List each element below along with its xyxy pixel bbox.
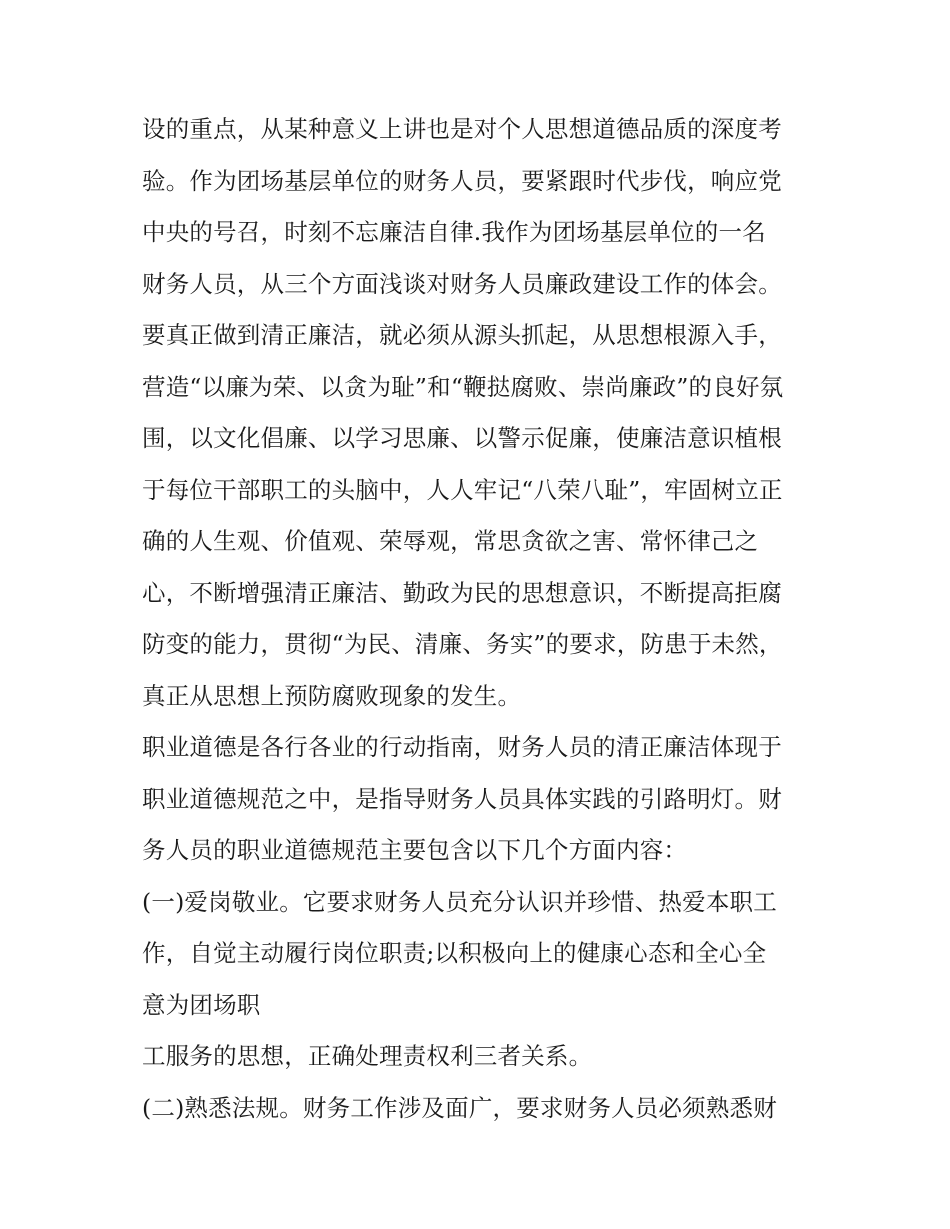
text-line: 于每位干部职工的头脑中，人人牢记“八荣八耻”，牢固树立正 [142, 475, 783, 504]
text-line: 意为团场职 [142, 990, 261, 1019]
text-line: (一)爱岗敬业。它要求财务人员充分认识并珍惜、热爱本职工 [142, 887, 777, 916]
text-line: 验。作为团场基层单位的财务人员，要紧跟时代步伐，响应党 [142, 166, 782, 195]
document-body [142, 104, 822, 1134]
text-line: 财务人员，从三个方面浅谈对财务人员廉政建设工作的体会。 [142, 269, 782, 298]
text-line: 确的人生观、价值观、荣辱观，常思贪欲之害、常怀律己之 [142, 527, 759, 555]
text-line: 营造“以廉为荣、以贪为耻”和“鞭挞腐败、崇尚廉政”的良好氛 [142, 372, 784, 401]
text-line: 作，自觉主动履行岗位职责;以积极向上的健康心态和全心全 [142, 939, 767, 967]
text-line: 心，不断增强清正廉洁、勤政为民的思想意识，不断提高拒腐 [142, 578, 782, 607]
text-line: 设的重点，从某种意义上讲也是对个人思想道德品质的深度考 [142, 115, 782, 143]
text-line: 围，以文化倡廉、以学习思廉、以警示促廉，使廉洁意识植根 [142, 424, 782, 452]
text-line: 防变的能力，贯彻“为民、清廉、务实”的要求，防患于未然， [142, 630, 783, 658]
text-line: 职业道德是各行各业的行动指南，财务人员的清正廉洁体现于 [142, 733, 782, 761]
text-line: 真正从思想上预防腐败现象的发生。 [142, 681, 522, 710]
text-line: (二)熟悉法规。财务工作涉及面广，要求财务人员必须熟悉财 [142, 1093, 777, 1122]
text-line: 要真正做到清正廉洁，就必须从源头抓起，从思想根源入手， [142, 321, 782, 349]
text-line: 工服务的思想，正确处理责权利三者关系。 [142, 1042, 593, 1070]
text-line: 职业道德规范之中，是指导财务人员具体实践的引路明灯。财 [142, 784, 782, 813]
text-line: 中央的号召，时刻不忘廉洁自律.我作为团场基层单位的一名 [142, 218, 766, 246]
text-line: 务人员的职业道德规范主要包含以下几个方面内容： [142, 836, 688, 864]
